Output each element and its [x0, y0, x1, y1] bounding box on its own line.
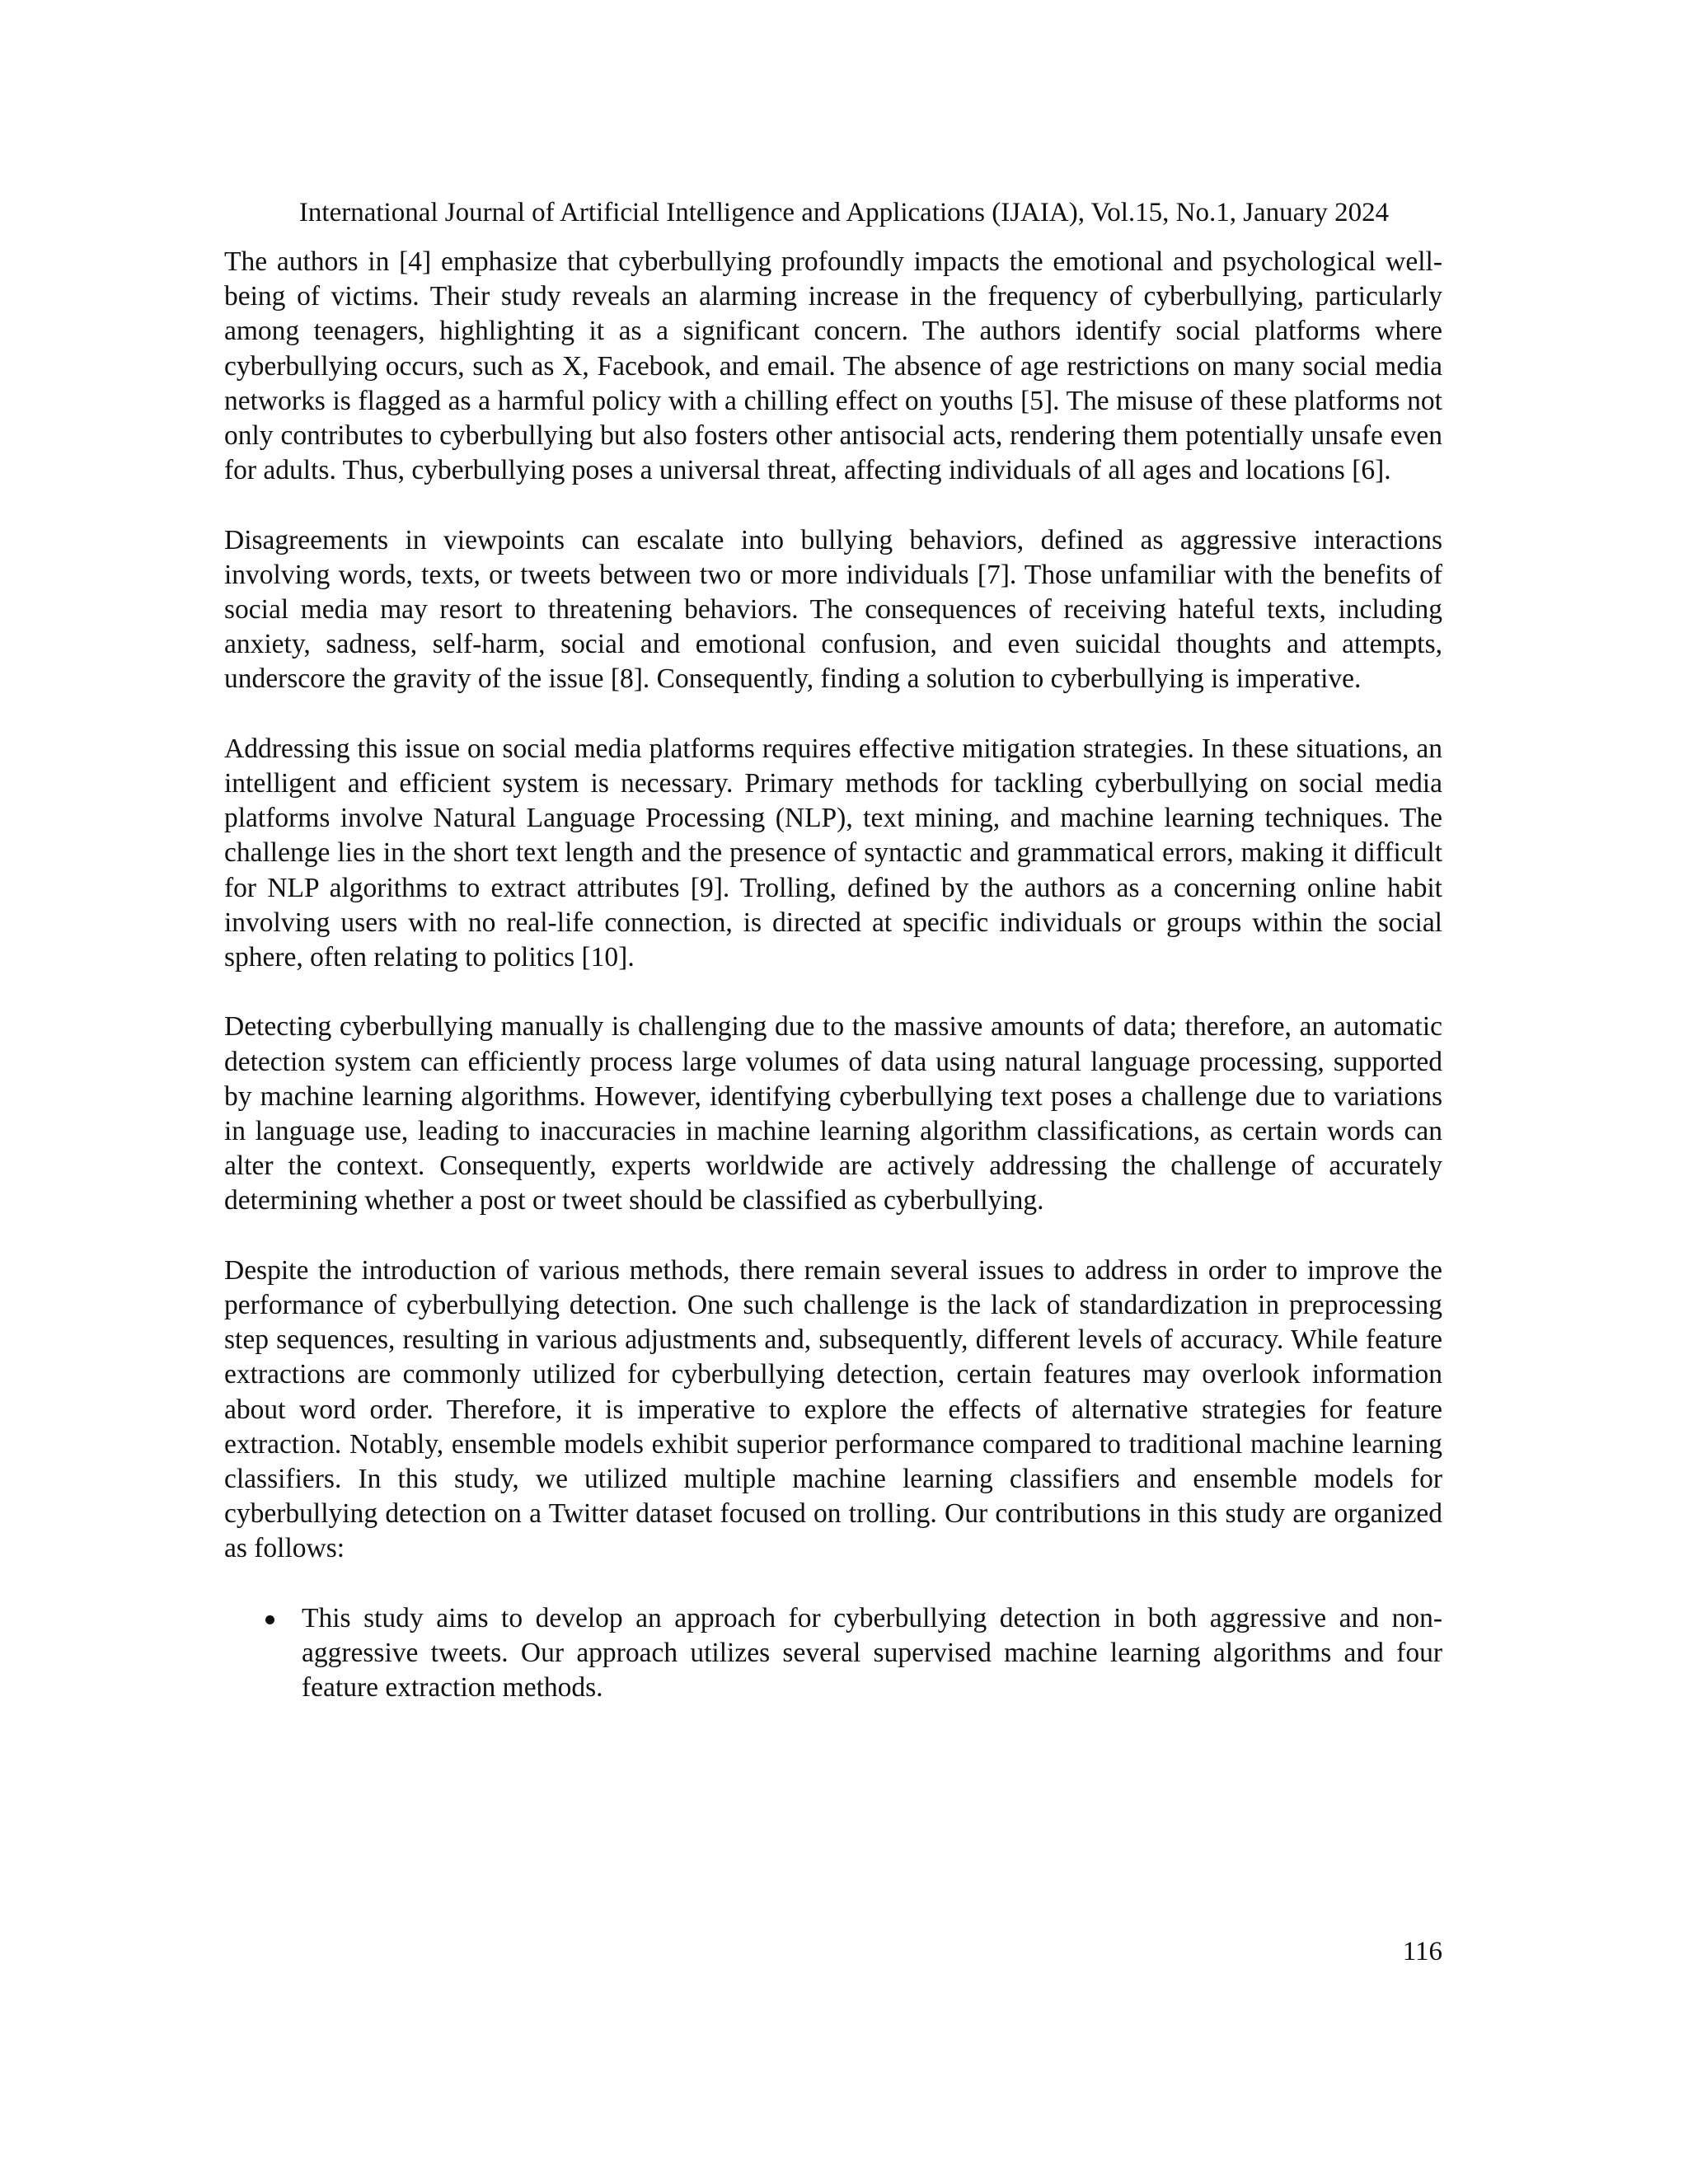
- running-header: International Journal of Artificial Intelligence and Applications (IJAIA), Vol.15, No.1, January 2024: [298, 198, 1390, 227]
- list-item: [224, 1601, 1442, 1706]
- list-item-text: This study aims to develop an approach for cyberbullying detection in both aggressive and non-aggressive tweets. Our approach utilizes several supervised machine learning algorithms and four feature extraction methods.: [302, 1602, 1442, 1704]
- contributions-list: [224, 1601, 1442, 1706]
- body-text: [224, 245, 1442, 1705]
- bullet-dot-icon: [265, 1615, 274, 1624]
- paragraph-detection-challenge: Detecting cyberbullying manually is challenging due to the massive amounts of data; therefore, an automatic detection system can efficiently process large volumes of data using natural language processing, supported by machine learning algorithms. However, identifying cyberbullying text poses a challenge due to variations in language use, leading to inaccuracies in machine learning algorithm classifications, as certain words can alter the context. Consequently, experts worldwide are actively addressing the challenge of accurately determining whether a post or tweet should be classified as cyberbullying.: [224, 1011, 1442, 1216]
- paragraph-mitigation: Addressing this issue on social media platforms requires effective mitigation strategies. In these situations, an intelligent and efficient system is necessary. Primary methods for tackling cyberbullying on social media platforms involve Natural Language Processing (NLP), text mining, and machine learning techniques. The challenge lies in the short text length and the presence of syntactic and grammatical errors, making it difficult for NLP algorithms to extract attributes [9]. Trolling, defined by the authors as a concerning online habit involving users with no real-life connection, is directed at specific individuals or groups within the social sphere, often relating to politics [10].: [224, 733, 1442, 973]
- page-number: 116: [1402, 1937, 1442, 1966]
- paragraph-contributions-intro: Despite the introduction of various methods, there remain several issues to address in order to improve the performance of cyberbullying detection. One such challenge is the lack of standardization in preprocessing step sequences, resulting in various adjustments and, subsequently, different levels of accuracy. While feature extractions are commonly utilized for cyberbullying detection, certain features may overlook information about word order. Therefore, it is imperative to explore the effects of alternative strategies for feature extraction. Notably, ensemble models exhibit superior performance compared to traditional machine learning classifiers. In this study, we utilized multiple machine learning classifiers and ensemble models for cyberbullying detection on a Twitter dataset focused on trolling. Our contributions in this study are organized as follows:: [224, 1254, 1442, 1564]
- paragraph-cyberbullying-impact: The authors in [4] emphasize that cyberbullying profoundly impacts the emotional and psychological well-being of victims. Their study reveals an alarming increase in the frequency of cyberbullying, particularly among teenagers, highlighting it as a significant concern. The authors identify social platforms where cyberbullying occurs, such as X, Facebook, and email. The absence of age restrictions on many social media networks is flagged as a harmful policy with a chilling effect on youths [5]. The misuse of these platforms not only contributes to cyberbullying but also fosters other antisocial acts, rendering them potentially unsafe even for adults. Thus, cyberbullying poses a universal threat, affecting individuals of all ages and locations [6].: [224, 246, 1442, 486]
- paragraph-disagreements: Disagreements in viewpoints can escalate into bullying behaviors, defined as aggressive interactions involving words, texts, or tweets between two or more individuals [7]. Those unfamiliar with the benefits of social media may resort to threatening behaviors. The consequences of receiving hateful texts, including anxiety, sadness, self-harm, social and emotional confusion, and even suicidal thoughts and attempts, underscore the gravity of the issue [8]. Consequently, finding a solution to cyberbullying is imperative.: [224, 524, 1442, 695]
